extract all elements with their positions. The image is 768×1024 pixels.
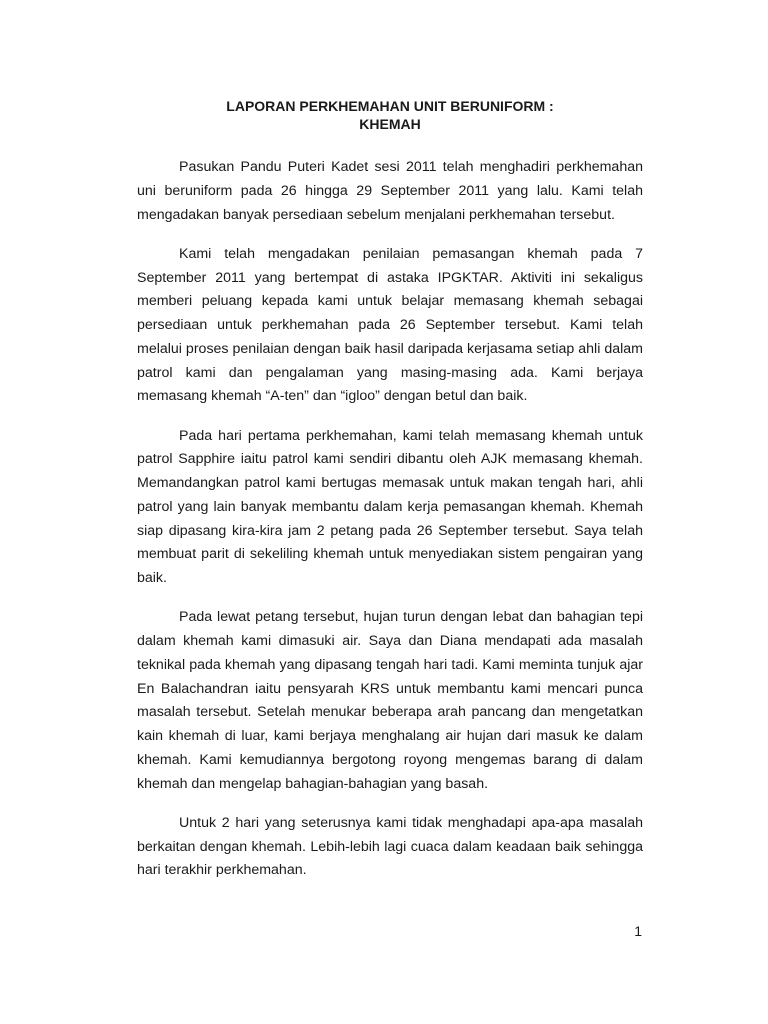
title-line-1: LAPORAN PERKHEMAHAN UNIT BERUNIFORM : — [226, 98, 554, 114]
document-body — [137, 156, 643, 883]
paragraph-4: Pada lewat petang tersebut, hujan turun dengan lebat dan bahagian tepi dalam khemah kami dimasuki air. Saya dan Diana mendapati ada masalah teknikal pada khemah yang dipasang tengah hari tadi. Kami meminta tunjuk ajar En Balachandran iaitu pensyarah KRS untuk membantu kami mencari punca masalah tersebut. Setelah menukar beberapa arah pancang dan mengetatkan kain khemah di luar, kami berjaya menghalang air hujan dari masuk ke dalam khemah. Kami kemudiannya bergotong royong mengemas barang di dalam khemah dan mengelap bahagian-bahagian yang basah. — [137, 609, 643, 792]
paragraph-1: Pasukan Pandu Puteri Kadet sesi 2011 telah menghadiri perkhemahan uni beruniform pada 26 hingga 29 September 2011 yang lalu. Kami telah mengadakan banyak persediaan sebelum menjalani perkhemahan tersebut. — [137, 159, 643, 223]
page-number: 1 — [634, 923, 642, 939]
paragraph-2: Kami telah mengadakan penilaian pemasangan khemah pada 7 September 2011 yang bertempat di astaka IPGKTAR. Aktiviti ini sekaligus memberi peluang kepada kami untuk belajar memasang khemah sebagai persediaan untuk perkhemahan pada 26 September tersebut. Kami telah melalui proses penilaian dengan baik hasil daripada kerjasama setiap ahli dalam patrol kami dan pengalaman yang masing-masing ada. Kami berjaya memasang khemah “A-ten” dan “igloo” dengan betul dan baik. — [137, 245, 643, 405]
document-title — [137, 97, 643, 133]
paragraph-5: Untuk 2 hari yang seterusnya kami tidak menghadapi apa-apa masalah berkaitan dengan khemah. Lebih-lebih lagi cuaca dalam keadaan baik sehingga hari terakhir perkhemahan. — [137, 814, 643, 879]
paragraph-3: Pada hari pertama perkhemahan, kami telah memasang khemah untuk patrol Sapphire iaitu patrol kami sendiri dibantu oleh AJK memasang khemah. Memandangkan patrol kami bertugas memasak untuk makan tengah hari, ahli patrol yang lain banyak membantu dalam kerja pemasangan khemah. Khemah siap dipasang kira-kira jam 2 petang pada 26 September tersebut. Saya telah membuat parit di sekeliling khemah untuk menyediakan sistem pengairan yang baik. — [137, 427, 643, 586]
title-line-2: KHEMAH — [359, 116, 421, 132]
